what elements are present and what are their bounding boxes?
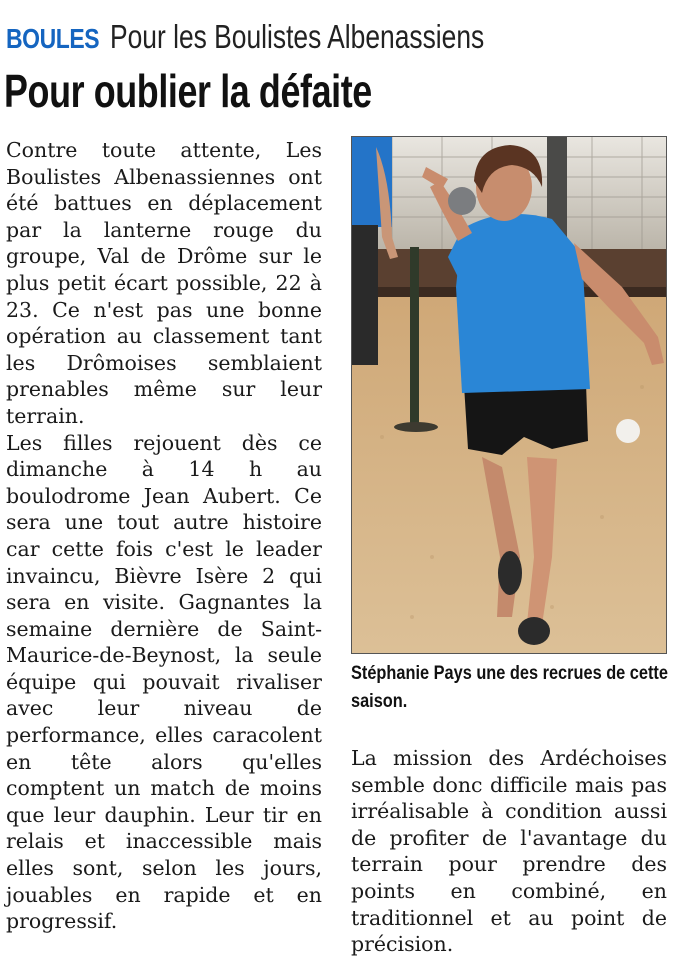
photo-caption: Stéphanie Pays une des recrues de cette saison. xyxy=(351,663,668,712)
article-body-right-column xyxy=(351,745,667,958)
article-body-left-column xyxy=(6,137,322,935)
boules-player-illustration xyxy=(352,137,667,654)
article-photo xyxy=(351,136,667,654)
section-rubric: BOULES xyxy=(6,23,100,54)
article-subtitle: Pour les Boulistes Albenassiens xyxy=(110,18,485,55)
body-paragraph-2: Les filles rejouent dès ce dimanche à 14 h au boulodrome Jean Aubert. Ce sera une tout autre histoire car cette fois c'est le leader invaincu, Bièvre Isère 2 qui sera en visite. Gagnantes la semaine dernière de Saint-Maurice-de-Beynost, la seule équipe qui pouvait rivaliser avec leur niveau de performance, elles caracolent en tête alors qu'elles comptent un match de moins que leur dauphin. Leur tir en relais et inaccessible mais elles sont, selon les jours, jouables en rapide et en progressif. xyxy=(6,430,322,934)
article-kicker xyxy=(6,18,578,58)
article-headline: Pour oublier la défaite xyxy=(4,65,372,117)
body-paragraph-1: Contre toute attente, Les Boulistes Albenassiennes ont été battues en déplacement par la lanterne rouge du groupe, Val de Drôme sur le plus petit écart possible, 22 à 23. Ce n'est pas une bonne opération au classement tant les Drômoises semblaient prenables même sur leur terrain. xyxy=(6,138,322,428)
body-paragraph-3: La mission des Ardéchoises semble donc difficile mais pas irréalisable à condition aussi de profiter de l'avantage du terrain pour prendre des points en combiné, en traditionnel et au point de précision. xyxy=(351,746,667,957)
